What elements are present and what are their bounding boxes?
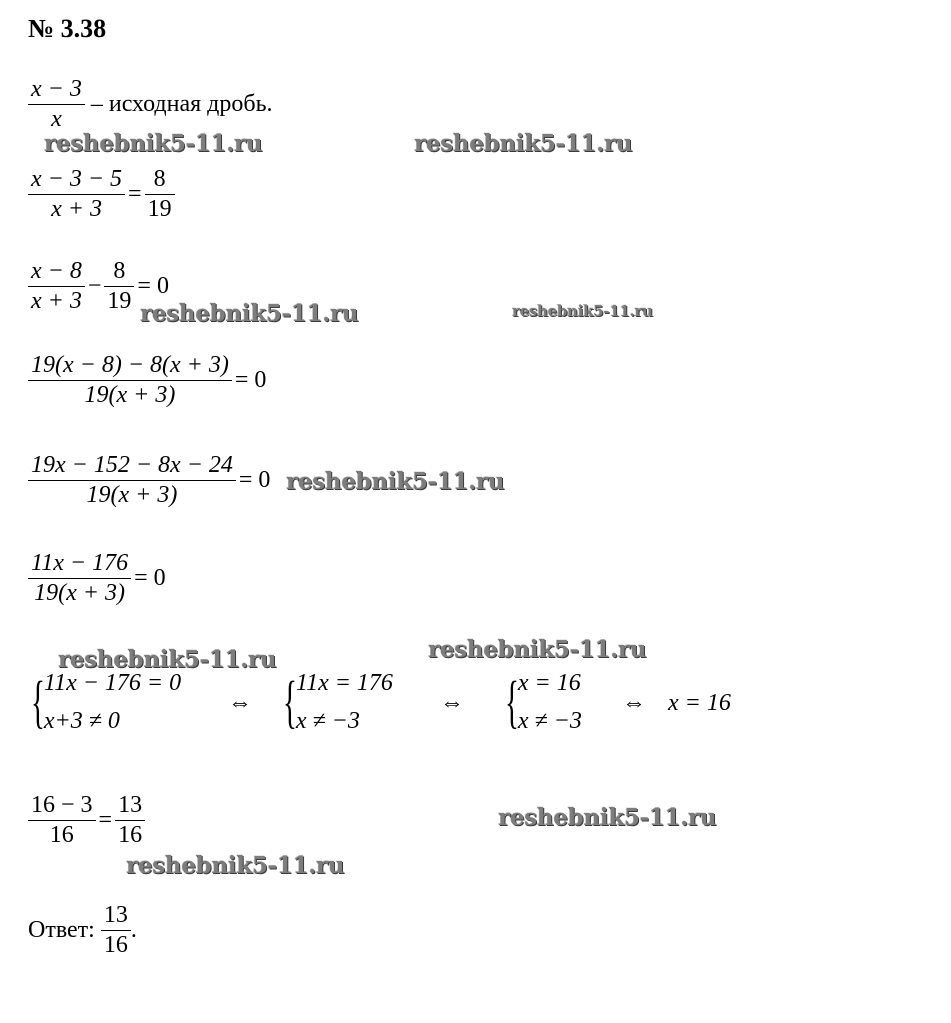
watermark: reshebnik5-11.ru bbox=[58, 646, 277, 673]
equation-step-3: $\frac{x - 8}{x + 3}$ − $\frac{8}{19}$ = 0 bbox=[28, 258, 172, 315]
answer-label: Ответ: bbox=[28, 917, 95, 943]
watermark: reshebnik5-11.ru bbox=[286, 468, 505, 495]
equation-step-6: $\frac{11x - 176}{19(x + 3)}$ = 0 bbox=[28, 550, 169, 607]
equation-step-4: $\frac{19(x - 8) - 8(x + 3)}{19(x + 3)}$ = 0 bbox=[28, 352, 269, 409]
watermark: reshebnik5-11.ru bbox=[44, 130, 263, 157]
answer-fraction: $\frac{13}{16}$ bbox=[101, 902, 131, 959]
equivalence-arrow-icon: ⇔ bbox=[622, 690, 646, 716]
watermark: reshebnik5-11.ru bbox=[414, 130, 633, 157]
watermark: reshebnik5-11.ru bbox=[498, 804, 717, 831]
system-1: { 11x − 176 = 0 x+3 ≠ 0 bbox=[30, 669, 182, 734]
watermark: reshebnik5-11.ru bbox=[140, 300, 359, 327]
system-3: { x = 16 x ≠ −3 bbox=[504, 669, 582, 734]
intro-text: – исходная дробь. bbox=[90, 91, 273, 117]
equivalence-arrow-icon: ⇔ bbox=[228, 690, 252, 716]
equation-step-8: $\frac{16 - 3}{16}$ = $\frac{13}{16}$ bbox=[28, 792, 145, 849]
watermark: reshebnik5-11.ru bbox=[126, 852, 345, 879]
brace-icon: { bbox=[504, 669, 519, 734]
answer-line: Ответ: $\frac{13}{16}$ . bbox=[28, 902, 137, 958]
initial-fraction-line bbox=[28, 76, 273, 133]
watermark: reshebnik5-11.ru bbox=[428, 636, 647, 663]
initial-fraction: $\frac{x - 3}{x}$ bbox=[28, 76, 85, 133]
final-solution: x = 16 bbox=[668, 690, 731, 716]
equation-step-2: $\frac{x - 3 - 5}{x + 3}$ = $\frac{8}{19}$ bbox=[28, 166, 175, 223]
equation-step-5: $\frac{19x - 152 - 8x - 24}{19(x + 3)}$ = 0 bbox=[28, 452, 273, 509]
system-2: { 11x = 176 x ≠ −3 bbox=[282, 669, 393, 734]
watermark: reshebnik5-11.ru bbox=[512, 302, 653, 320]
equivalence-arrow-icon: ⇔ bbox=[440, 690, 464, 716]
brace-icon: { bbox=[30, 669, 45, 734]
brace-icon: { bbox=[282, 669, 297, 734]
problem-number: № 3.38 bbox=[28, 14, 107, 43]
